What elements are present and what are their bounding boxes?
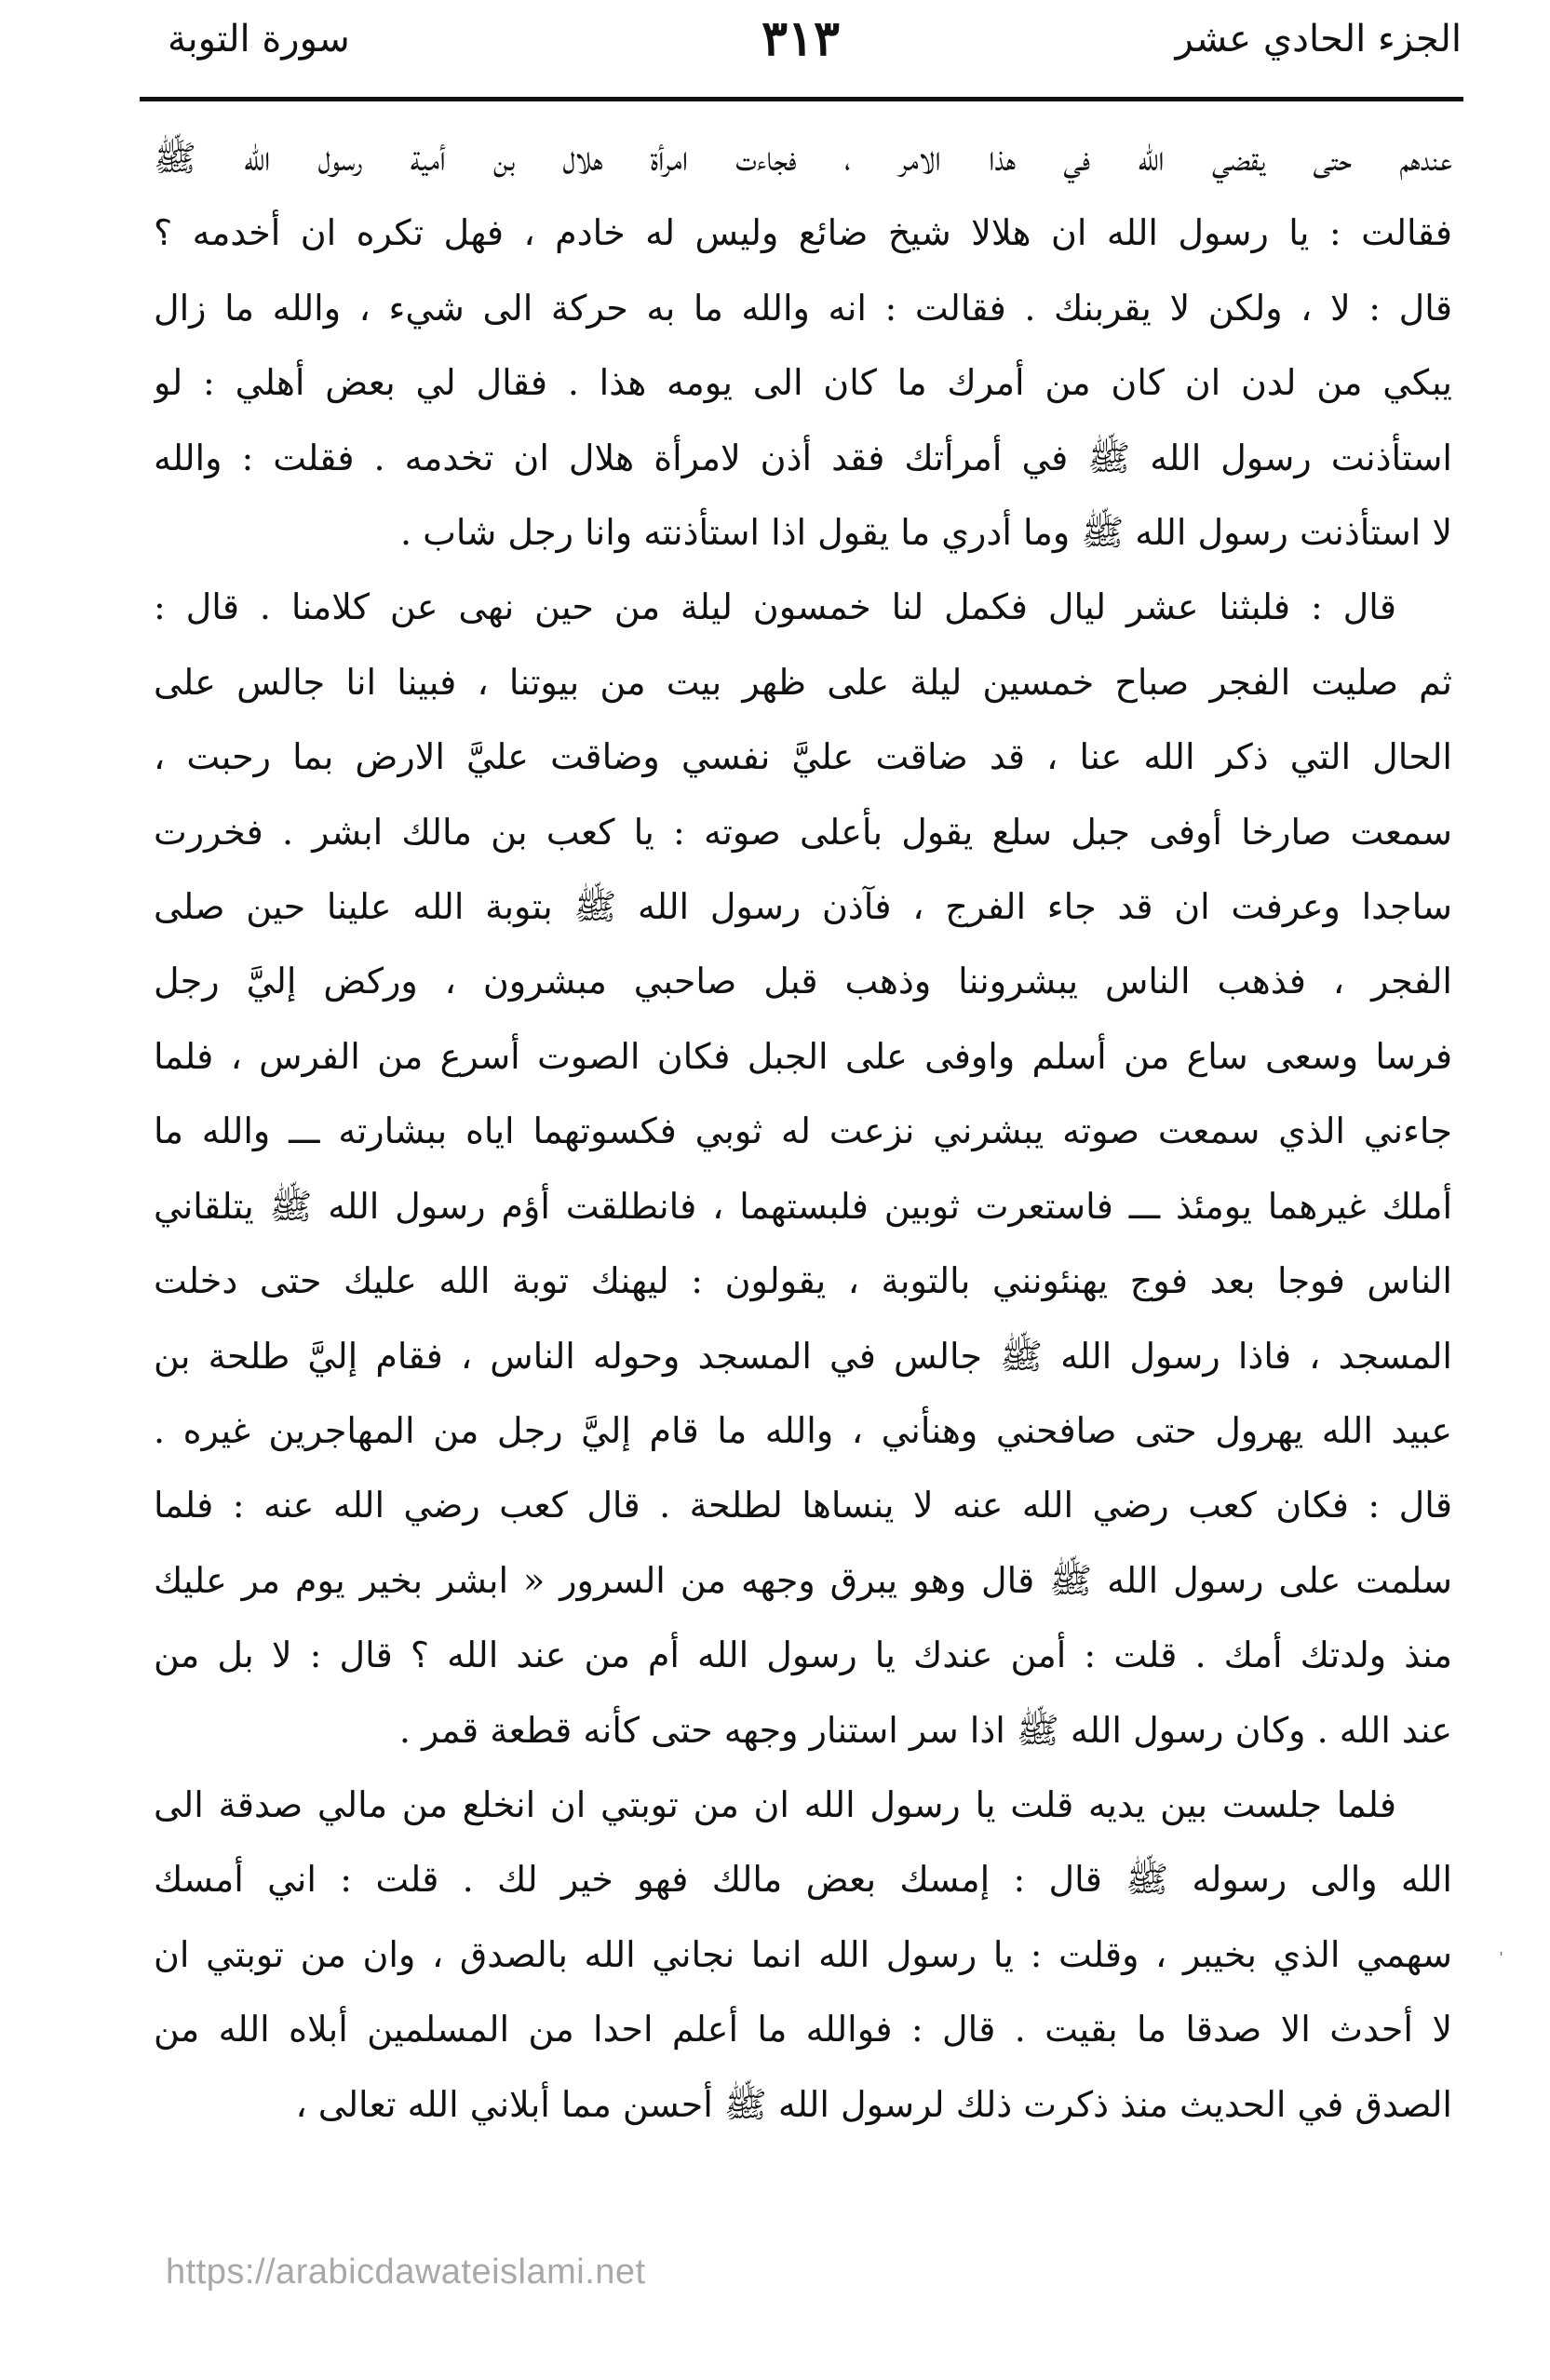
text-line: سلمت على رسول الله ﷺ قال وهو يبرق وجهه من السرور « ابشر بخير يوم مر عليك: [154, 1559, 1452, 1601]
text-line: فلما جلست بين يديه قلت يا رسول الله ان من توبتي ان انخلع من مالي صدقة الى: [154, 1783, 1396, 1825]
text-line: يبكي من لدن ان كان من أمرك ما كان الى يومه هذا . فقال لي بعض أهلي : لو: [154, 362, 1452, 404]
text-line: قال : فكان كعب رضي الله عنه لا ينساها لطلحة . قال كعب رضي الله عنه : فلما: [154, 1485, 1452, 1526]
text-line: الفجر ، فذهب الناس يبشروننا وذهب قبل صاحبي مبشرون ، وركض إليَّ رجل: [154, 961, 1452, 1002]
text-line: الحال التي ذكر الله عنا ، قد ضاقت عليَّ نفسي وضاقت عليَّ الارض بما رحبت ،: [154, 736, 1452, 778]
text-line: فقالت : يا رسول الله ان هلالا شيخ ضائع وليس له خادم ، فهل تكره ان أخدمه ؟: [154, 212, 1452, 254]
text-line: لا أحدث الا صدقا ما بقيت . قال : فوالله ما أعلم احدا من المسلمين أبلاه الله من: [154, 2009, 1452, 2051]
text-line: منذ ولدتك أمك . قلت : أمن عندك يا رسول الله أم من عند الله ؟ قال : لا بل من: [154, 1634, 1452, 1676]
watermark: https://arabicdawateislami.net: [166, 2252, 646, 2292]
text-line: سهمي الذي بخيبر ، وقلت : يا رسول الله انما نجاني الله بالصدق ، وان من توبتي ان: [154, 1933, 1452, 1975]
page-body: [154, 121, 1452, 2142]
text-line: لا استأذنت رسول الله ﷺ وما أدري ما يقول اذا استأذنته وانا رجل شاب .: [399, 512, 1452, 554]
surah-title: سورة التوبة: [168, 18, 350, 61]
paragraph: [154, 1768, 1452, 2142]
paragraph: [154, 121, 1452, 570]
margin-mark: ˌ: [1499, 1939, 1503, 1958]
part-title: الجزء الحادي عشر: [1175, 18, 1462, 61]
text-line: الله والى رسوله ﷺ قال : إمسك بعض مالك فهو خير لك . قلت : اني أمسك: [154, 1859, 1452, 1901]
text-line: عبيد الله يهرول حتى صافحني وهنأني ، والله ما قام إليَّ رجل من المهاجرين غيره .: [154, 1409, 1452, 1451]
text-line: المسجد ، فاذا رسول الله ﷺ جالس في المسجد وحوله الناس ، فقام إليَّ طلحة بن: [154, 1335, 1452, 1377]
text-line: قال : لا ، ولكن لا يقربنك . فقالت : انه والله ما به حركة الى شيء ، والله ما زال: [154, 287, 1452, 329]
text-line: قال : فلبثنا عشر ليال فكمل لنا خمسون ليلة من حين نهى عن كلامنا . قال :: [154, 586, 1396, 628]
text-line: فرسا وسعى ساع من أسلم واوفى على الجبل فكان الصوت أسرع من الفرس ، فلما: [154, 1035, 1452, 1077]
page-header: [140, 0, 1462, 86]
text-line: الناس فوجا بعد فوج يهنئونني بالتوبة ، يقولون : ليهنك توبة الله عليك حتى دخلت: [154, 1260, 1452, 1302]
page-number: ٣١٣: [762, 10, 840, 67]
text-line: الصدق في الحديث منذ ذكرت ذلك لرسول الله ﷺ أحسن مما أبلاني الله تعالى ،: [295, 2083, 1452, 2125]
text-line: سمعت صارخا أوفى جبل سلع يقول بأعلى صوته : يا كعب بن مالك ابشر . فخررت: [154, 811, 1452, 853]
text-line: جاءني الذي سمعت صوته يبشرني نزعت له ثوبي فكسوتهما اياه ببشارته ـــ والله ما: [154, 1110, 1452, 1152]
header-rule: [140, 97, 1463, 101]
text-line: عند الله . وكان رسول الله ﷺ اذا سر استنار وجهه حتى كأنه قطعة قمر .: [398, 1709, 1452, 1751]
text-line: ثم صليت الفجر صباح خمسين ليلة على ظهر بيت من بيوتنا ، فبينا انا جالس على: [154, 661, 1452, 703]
text-line: أملك غيرهما يومئذ ـــ فاستعرت ثوبين فلبستهما ، فانطلقت أؤم رسول الله ﷺ يتلقاني: [154, 1185, 1452, 1227]
text-line: استأذنت رسول الله ﷺ في أمرأتك فقد أذن لامرأة هلال ان تخدمه . فقلت : والله: [154, 437, 1452, 478]
text-line: ساجدا وعرفت ان قد جاء الفرج ، فآذن رسول الله ﷺ بتوبة الله علينا حين صلى: [154, 886, 1452, 928]
paragraph: [154, 570, 1452, 1768]
text-line: عندهم حتى يقضي الله في هذا الامر ، فجاءت امرأة هلال بن أمية رسول الله ﷺ: [154, 138, 1452, 179]
